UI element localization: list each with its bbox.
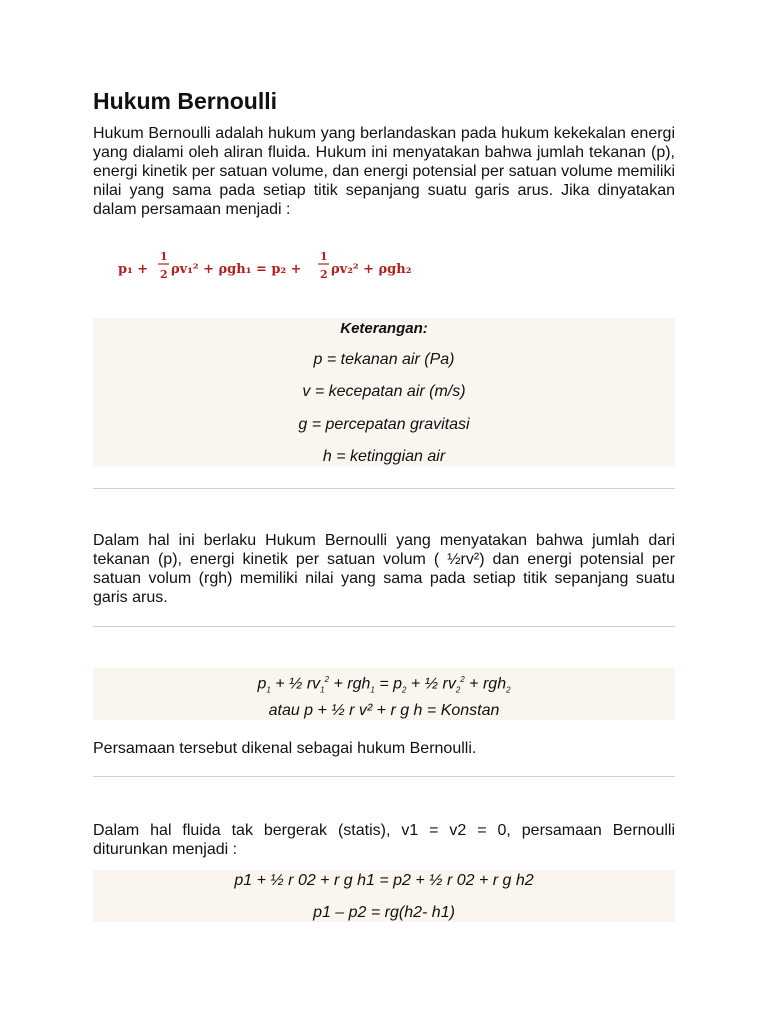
divider: [93, 488, 675, 489]
keterangan-item: g = percepatan gravitasi: [298, 416, 470, 433]
static-equation-2: p1 – p2 = rg(h2- h1): [313, 904, 455, 921]
keterangan-item: v = kecepatan air (m/s): [302, 383, 466, 400]
keterangan-box: [93, 318, 675, 467]
explanation-paragraph: Dalam hal ini berlaku Hukum Bernoulli yang menyatakan bahwa jumlah dari tekanan (p), energi kinetik per satuan volum ( ½rv²) dan energi potensial per satuan volum (rgh) memiliki nilai yang sama pada setiap titik sepanjang suatu garis arus.: [93, 532, 675, 606]
keterangan-item: h = ketinggian air: [322, 448, 446, 465]
keterangan-item: p = tekanan air (Pa): [313, 351, 455, 368]
keterangan-heading: Keterangan:: [340, 320, 428, 337]
bernoulli-formula-image: [116, 246, 416, 286]
bernoulli-equation: $p_1$ + ½ $rv_1^2 + rgh_1 = p_2$ + ½ $rv_2^2 + rgh_2$: [257, 675, 511, 695]
svg-text:1: 1: [160, 250, 168, 263]
svg-text:p₁ +: p₁ +: [118, 262, 149, 277]
static-equation-box: [93, 870, 675, 922]
divider: [93, 626, 675, 627]
page-title: Hukum Bernoulli: [93, 88, 278, 114]
svg-text:2: 2: [320, 268, 328, 281]
svg-text:ρv₁² + ρgh₁ = p₂ +: ρv₁² + ρgh₁ = p₂ +: [171, 262, 302, 277]
svg-text:1: 1: [320, 250, 328, 263]
intro-paragraph: Hukum Bernoulli adalah hukum yang berlandaskan pada hukum kekekalan energi yang dialami oleh aliran fluida. Hukum ini menyatakan bahwa jumlah tekanan (p), energi kinetik per satuan volume, dan energi potensial per satuan volume memiliki nilai yang sama pada setiap titik sepanjang suatu garis arus. Jika dinyatakan dalam persamaan menjadi :: [93, 125, 675, 218]
bernoulli-constant-equation: atau p + ½ r v² + r g h = Konstan: [268, 702, 500, 719]
svg-text:2: 2: [160, 268, 168, 281]
svg-text:ρv₂² + ρgh₂: ρv₂² + ρgh₂: [331, 262, 412, 277]
divider: [93, 776, 675, 777]
static-fluid-paragraph: Dalam hal fluida tak bergerak (statis), v1 = v2 = 0, persamaan Bernoulli diturunkan menjadi :: [93, 822, 675, 858]
static-equation-1: p1 + ½ r 02 + r g h1 = p2 + ½ r 02 + r g h2: [234, 872, 534, 889]
summary-paragraph: Persamaan tersebut dikenal sebagai hukum Bernoulli.: [93, 740, 477, 757]
equation-box: [93, 668, 675, 720]
